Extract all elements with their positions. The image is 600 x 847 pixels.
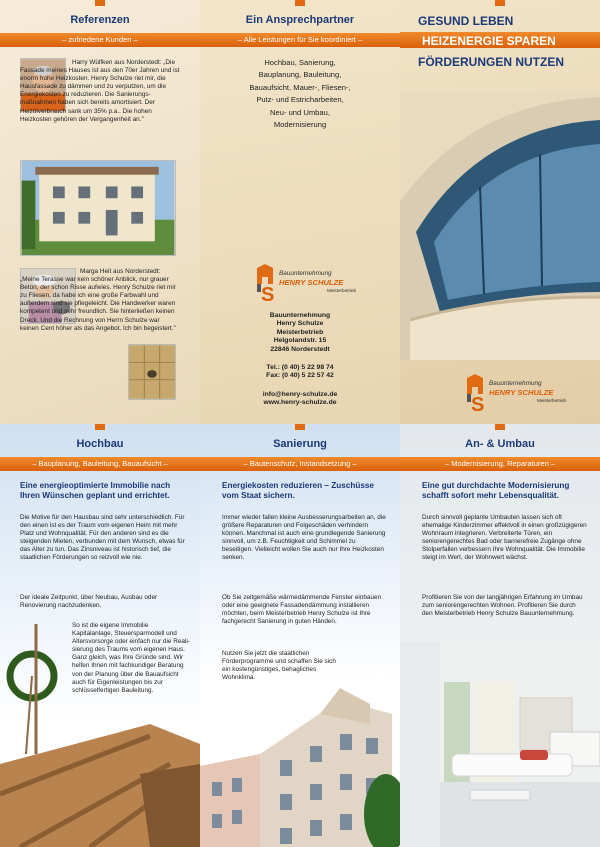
paragraph: Der ideale Zeitpunkt, über Neubau, Ausbau oder Renovierung nachzudenken.	[20, 594, 158, 610]
testimonial-heit: Marga Heit aus Norderstedt: „Meine Terasse war kein schöner Anblick, nur grauer Beton, der schon Risse aufwies. Henry Schulze riet mir zu Fliesen, da habe ich eine große Farbwahl und außerdem sind sie pflegeleicht. Die Handwerker waren kompetent und sehr freundlich. Sie hinterließen keinen Dreck. Und die Rechnung von Herrn Schulze war keinen Cent höher als das Angebot. Ich bin begeistert."	[20, 268, 176, 332]
panel-tab	[95, 424, 105, 430]
house-photo	[20, 160, 176, 256]
svg-text:S: S	[471, 394, 485, 414]
company-logo	[255, 264, 365, 306]
panel-sanierung	[200, 424, 400, 847]
subtitle-bar: – Bauplanung, Bauleitung, Bauaufsicht –	[0, 457, 200, 471]
paragraph: So ist die eigene Immobilie Kapitalanlage, Steuersparmodell und Altersvorsorge oder einfach nur die Reali-sierung des Traums vom eigenen Haus. Ganz gleich, was Ihre Gründe sind. Wir helfen Ihnen mit fachkundiger Beratung von der Planung über die Bauaufsicht auch für Eigenleistungen bis zur schlüsselfertigen Bauleitung.	[72, 622, 190, 694]
subtitle-bar: – Modernisierung, Reparaturen –	[400, 457, 600, 471]
panel-hochbau	[0, 424, 200, 847]
section-heading: Eine energieoptimierte Immobilie nach Ihren Wünschen geplant und errichtet.	[20, 481, 171, 500]
address-line: Helgolandstr. 15	[273, 337, 327, 345]
service-item: Putz- und Estricharbeiten,	[256, 95, 344, 105]
subtitle-bar: – zufriedene Kunden –	[0, 33, 200, 47]
service-item: Hochbau, Sanierung,	[264, 58, 336, 67]
logo-name-text: HENRY SCHULZE	[489, 388, 554, 397]
panel-referenzen	[0, 0, 200, 424]
paragraph: Ob Sie zeitgemäße wärmedämmende Fenster einbauen oder eine geeignete Fassadendämmung installieren möchten, beim Meisterbetrieb Henry Schulze ist Ihre fachgerecht Sanierung in guten Händen.	[222, 594, 382, 626]
terrace-photo	[128, 344, 176, 400]
service-item: Modernisierung	[273, 120, 327, 130]
panel-title: An- & Umbau	[465, 438, 535, 450]
panel-tab	[95, 0, 105, 6]
apartment-building-photo	[200, 674, 400, 847]
paragraph: Durch sinnvoll geplante Umbauten lassen sich oft ehemalige Kinderzimmer effektvoll in einen großzügigeren Wohnraum integrieren. Verbreiterte Türen, ein seniorengerechtes Bad oder barrierefreie Zugänge ohne Stolperfallen verbessern Ihre Wohnqualität. Die Immobilie steigt im Wert, der Wohnwert wächst.	[422, 514, 587, 562]
address-line: Henry Schulze	[276, 320, 324, 328]
hs-logo-icon	[255, 264, 281, 304]
section-heading: Energiekosten reduzieren – Zuschüsse vom Staat sichern.	[222, 481, 374, 500]
panel-tab	[495, 424, 505, 430]
panel-ansprechpartner	[200, 0, 400, 424]
cover-company-logo	[465, 374, 575, 416]
paragraph: Nutzen Sie jetzt die staatlichen Förderprogramme und schaffen Sie sich ein kostengünstiges, behagliches Wohnklima.	[222, 650, 336, 682]
subtitle-bar: – Alle Leistungen für Sie koordiniert –	[200, 33, 400, 47]
svg-text:S: S	[261, 284, 275, 304]
panel-umbau	[400, 424, 600, 847]
paragraph: Die Motive für den Hausbau sind sehr unterschiedlich. Für den einen ist es der Traum vom eigenen Heim mit mehr Platz und Wohnqualität. Für den anderen sind es die steigenden Mieten, verbunden mit dem Wunsch, etwas für das Alter zu tun. Das Zinsniveau ist historisch tief, die staatlichen Förderungen so reizvoll wie nie.	[20, 514, 185, 562]
service-item: Neu- und Umbau,	[270, 107, 330, 117]
cover-line-2: HEIZENERGIE SPAREN	[422, 34, 556, 48]
logo-top-text: Bauunternehmung	[489, 380, 542, 387]
services-list	[200, 57, 400, 131]
construction-photo	[0, 624, 200, 847]
address-block	[200, 312, 400, 408]
website-link[interactable]: www.henry-schulze.de	[263, 399, 337, 407]
logo-sub-text: Meisterbetrieb	[327, 288, 357, 293]
cover-line-3: FÖRDERUNGEN NUTZEN	[418, 55, 564, 69]
subtitle-bar: – Bautenschutz, Instandsetzung –	[200, 457, 400, 471]
cover-line-1: GESUND LEBEN	[418, 14, 514, 28]
section-heading: Eine gut durchdachte Modernisierung schafft sofort mehr Lebensqualität.	[422, 481, 570, 500]
modern-building-photo	[400, 92, 600, 360]
logo-name-text: HENRY SCHULZE	[279, 278, 344, 287]
panel-cover	[400, 0, 600, 424]
panel-title: Hochbau	[76, 438, 124, 450]
logo-sub-text: Meisterbetrieb	[537, 398, 567, 403]
address-line: Meisterbetrieb	[276, 328, 324, 336]
address-line: 22846 Norderstedt	[270, 345, 330, 353]
address-line: Bauunternehmung	[269, 312, 331, 319]
hs-logo-icon	[465, 374, 491, 414]
logo-top-text: Bauunternehmung	[279, 270, 332, 277]
panel-tab	[295, 0, 305, 6]
service-item: Bauaufsicht, Mauer-, Fliesen-,	[249, 82, 351, 92]
email-link[interactable]: info@henry-schulze.de	[262, 390, 338, 398]
fax-number: Fax: (0 40) 5 22 57 42	[266, 372, 334, 380]
living-room-photo	[400, 642, 600, 847]
paragraph: Profitieren Sie von der langjährigen Erfahrung im Umbau zum seniorengerechten Wohnen. Profitieren Sie durch den Meisterbetrieb Henry Schulze Bauunternehmung.	[422, 594, 583, 618]
panel-tab	[495, 0, 505, 6]
panel-tab	[295, 424, 305, 430]
service-item: Bauplanung, Bauleitung,	[258, 70, 342, 80]
phone-number: Tel.: (0 40) 5 22 98 74	[266, 364, 334, 372]
paragraph: Immer wieder fallen kleine Ausbesserungsarbeiten an, die größere Reparaturen und Folgeschäden verhindern können. Manchmal ist auch eine grundlegende Sanierung sinnvoll, um z.B. Feuchtigkeit und Schimmel zu beseitigen. Vielleicht wollen Sie auch nur Ihre Heizkosten senken.	[222, 514, 386, 562]
panel-title: Referenzen	[70, 14, 130, 26]
panel-title: Ein Ansprechpartner	[245, 14, 355, 26]
panel-title: Sanierung	[273, 438, 327, 450]
testimonial-wuelfken: Harry Wülfken aus Norderstedt: „Die Fassade meines Hauses ist aus den 70er Jahren und ist enorm hohe Heizkosten. Henry Schulze riet mir, die Hausfassade zu dämmen und zu verputzen, um die Energiekosten zu reduzieren. Die Sanierungs-maßnahmen haben sich bereits amortisiert. Der Heizölverbrauch sank um 35% p.a.. Die hohen Heizkosten gehören der Vergangenheit an."	[20, 59, 180, 123]
